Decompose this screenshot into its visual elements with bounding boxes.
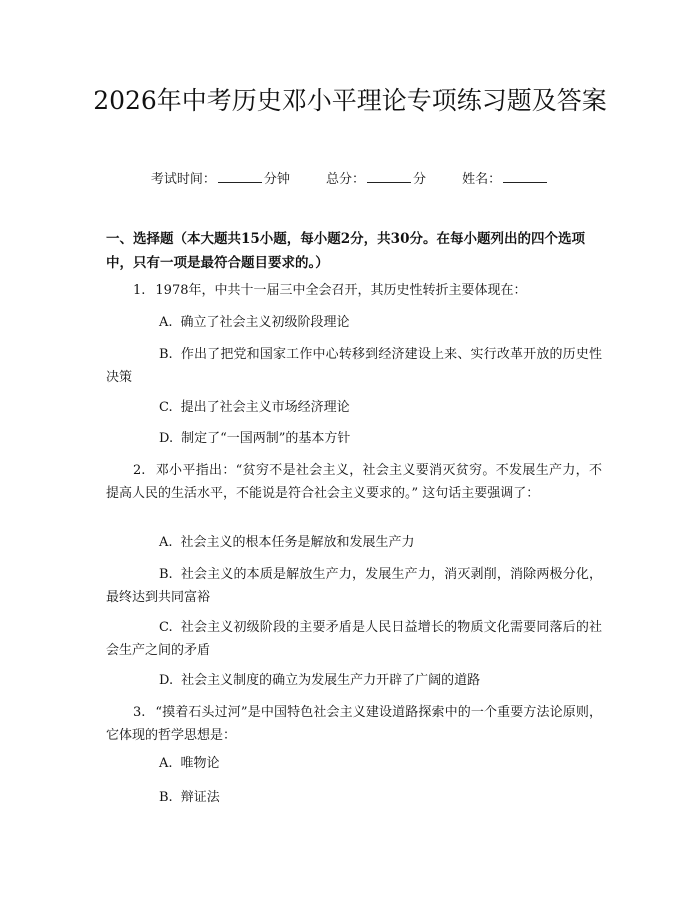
- question-text: 1978年，中共十一届三中全会召开，其历史性转折主要体现在：: [155, 283, 527, 298]
- total-score-field: [326, 170, 426, 189]
- question-stem: [106, 279, 602, 302]
- name-field: [462, 170, 549, 189]
- option-text: 社会主义初级阶段的主要矛盾是人民日益增长的物质文化需要同落后的社会生产之间的矛盾: [106, 620, 602, 658]
- question-text: “摸着石头过河”是中国特色社会主义建设道路探索中的一个重要方法论原则，它体现的哲学思想是：: [106, 705, 602, 743]
- option-letter: C.: [159, 400, 173, 415]
- option-text: 提出了社会主义市场经济理论: [180, 400, 350, 415]
- total-score-blank: [367, 170, 411, 183]
- question-number: 1.: [133, 283, 146, 298]
- option-letter: D.: [159, 431, 174, 446]
- question-option: [106, 786, 602, 809]
- exam-time-field: [151, 170, 290, 189]
- name-blank: [503, 170, 547, 183]
- option-text: 辩证法: [180, 790, 220, 805]
- option-text: 作出了把党和国家工作中心转移到经济建设上来、实行改革开放的历史性决策: [106, 347, 602, 385]
- question-stem: [106, 459, 602, 505]
- exam-time-label: 考试时间：: [150, 172, 216, 187]
- section-heading: 一、选择题（本大题共15小题，每小题2分，共30分。在每小题列出的四个选项中，只有一项是最符合题目要求的。）: [106, 231, 585, 271]
- option-letter: B.: [159, 347, 173, 362]
- exam-info-line: [0, 170, 700, 189]
- total-score-label: 总分：: [325, 172, 365, 187]
- option-letter: A.: [159, 756, 173, 771]
- question-option: [106, 563, 602, 609]
- question-option: [106, 311, 602, 334]
- question-stem: [106, 701, 602, 747]
- question-option: [106, 343, 602, 389]
- page-title: 2026年中考历史邓小平理论专项练习题及答案: [93, 86, 607, 115]
- exam-time-blank: [218, 170, 262, 183]
- question-number: 2.: [133, 463, 146, 478]
- option-letter: A.: [159, 315, 173, 330]
- option-text: 唯物论: [180, 756, 220, 771]
- option-letter: A.: [159, 535, 173, 550]
- option-text: 社会主义的本质是解放生产力，发展生产力，消灭剥削，消除两极分化，最终达到共同富裕: [106, 567, 602, 605]
- option-text: 社会主义制度的确立为发展生产力开辟了广阔的道路: [181, 673, 481, 688]
- question-option: [106, 752, 602, 775]
- question-number: 3.: [133, 705, 146, 720]
- option-letter: D.: [159, 673, 174, 688]
- question-option: [106, 396, 602, 419]
- question-option: [106, 531, 602, 554]
- question-option: [106, 616, 602, 662]
- option-letter: B.: [159, 790, 173, 805]
- exam-time-unit: 分钟: [263, 172, 290, 187]
- option-letter: C.: [159, 620, 173, 635]
- option-text: 制定了“一国两制”的基本方针: [181, 431, 351, 446]
- name-label: 姓名：: [462, 172, 502, 187]
- option-letter: B.: [159, 567, 173, 582]
- question-option: [106, 427, 602, 450]
- option-text: 确立了社会主义初级阶段理论: [180, 315, 350, 330]
- question-option: [106, 669, 602, 692]
- question-text: 邓小平指出：“贫穷不是社会主义，社会主义要消灭贫穷。不发展生产力，不提高人民的生活水平，不能说是符合社会主义要求的。” 这句话主要强调了：: [106, 463, 602, 501]
- total-score-unit: 分: [413, 172, 427, 187]
- option-text: 社会主义的根本任务是解放和发展生产力: [180, 535, 415, 550]
